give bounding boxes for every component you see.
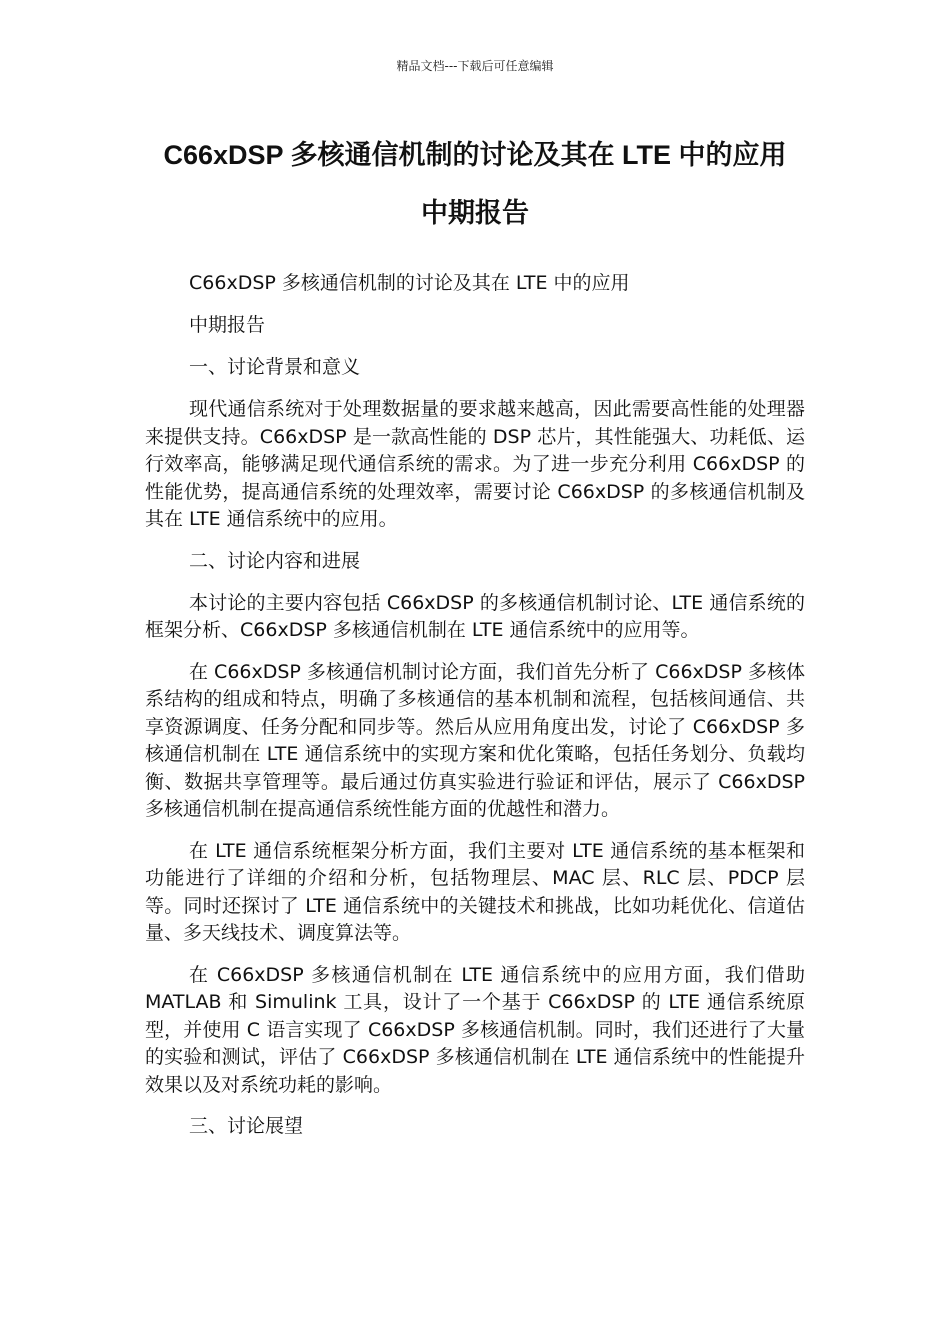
section-heading-background: 一、讨论背景和意义 <box>189 356 361 378</box>
page-header: 精品文档---下载后可任意编辑 <box>396 59 554 73</box>
body-subtitle: C66xDSP 多核通信机制的讨论及其在 LTE 中的应用 <box>189 272 630 294</box>
paragraph-background: 现代通信系统对于处理数据量的要求越来越高，因此需要高性能的处理器来提供支持。C66xDSP 是一款高性能的 DSP 芯片，其性能强大、功耗低、运行效率高，能够满足现代通信系统的需求。为了进一步充分利用 C66xDSP 的性能优势，提高通信系统的处理效率，需要讨论 C66xDSP 的多核通信机制及其在 LTE 通信系统中的应用。 <box>145 398 805 530</box>
document-body <box>145 270 805 1155</box>
paragraph-multicore-research: 在 C66xDSP 多核通信机制讨论方面，我们首先分析了 C66xDSP 多核体系结构的组成和特点，明确了多核通信的基本机制和流程，包括核间通信、共享资源调度、任务分配和同步等。然后从应用角度出发，讨论了 C66xDSP 多核通信机制在 LTE 通信系统中的实现方案和优化策略，包括任务划分、负载均衡、数据共享管理等。最后通过仿真实验进行验证和评估，展示了 C66xDSP 多核通信机制在提高通信系统性能方面的优越性和潜力。 <box>145 660 805 820</box>
paragraph-lte-framework: 在 LTE 通信系统框架分析方面，我们主要对 LTE 通信系统的基本框架和功能进行了详细的介绍和分析，包括物理层、MAC 层、RLC 层、PDCP 层等。同时还探讨了 LTE 通信系统中的关键技术和挑战，比如功耗优化、信道估量、多天线技术、调度算法等。 <box>145 839 805 944</box>
paragraph-application: 在 C66xDSP 多核通信机制在 LTE 通信系统中的应用方面，我们借助 MATLAB 和 Simulink 工具，设计了一个基于 C66xDSP 的 LTE 通信系统原型，并使用 C 语言实现了 C66xDSP 多核通信机制。同时，我们还进行了大量的实验和测试，评估了 C66xDSP 多核通信机制在 LTE 通信系统中的性能提升效果以及对系统功耗的影响。 <box>145 963 805 1096</box>
body-subtitle-report: 中期报告 <box>189 314 266 336</box>
document-title: C66xDSP 多核通信机制的讨论及其在 LTE 中的应用 <box>163 140 787 170</box>
section-heading-outlook: 三、讨论展望 <box>189 1115 304 1137</box>
document-title-subline: 中期报告 <box>421 198 529 228</box>
paragraph-content-overview: 本讨论的主要内容包括 C66xDSP 的多核通信机制讨论、LTE 通信系统的框架分析、C66xDSP 多核通信机制在 LTE 通信系统中的应用等。 <box>145 591 805 641</box>
section-heading-content: 二、讨论内容和进展 <box>189 549 361 572</box>
